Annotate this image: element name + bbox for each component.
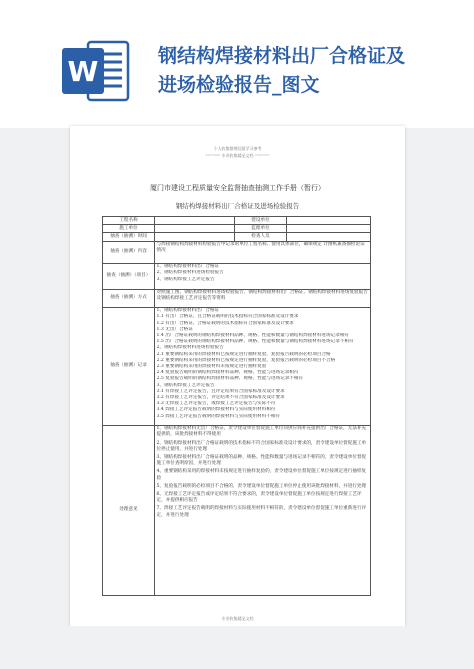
record-line: 2.5 复验报告载明的钢结构焊接材料品种、规格、性能与进场记录不相符 [156, 376, 304, 382]
watermark-top-line-1: 个人收集整理仅限学习参考 [213, 146, 262, 151]
handling-line: 3、钢结构焊接材料出厂合格证载明的品种、规格、性能和数量与进场记录不相符的，责令建设单位督促施工单位查明原因，并进行处理 [156, 454, 367, 467]
handling-line: 6、无焊接工艺评定报告或评定结果不符合要求的，责令建设单位督促施工单位按规定进行焊接工艺评定，并提供相应报告 [156, 491, 362, 504]
check-content-label: 抽查（抽测）内容 [103, 241, 155, 263]
record-line: 1.3 无出厂合格证 [156, 326, 193, 332]
word-document-icon [60, 38, 132, 104]
construction-unit-label: 建设单位 [235, 217, 287, 225]
record-line: 2.4 复验报告载明的钢结构焊接材料品种、规格、性能与进场记录相符 [156, 370, 299, 376]
record-line: 1.5 出厂合格证载明的钢结构焊接材料品种、规格、性能和数量与钢结构焊接材料进场记录不相符 [156, 339, 354, 345]
page-header [0, 0, 474, 128]
construction-unit-value [287, 217, 371, 225]
record-line: 3.2 有焊接工艺评定报告，评定结果不符合国家标准及设计要求 [156, 394, 285, 400]
watermark-bottom: 专业收集精品文档 [221, 616, 254, 621]
record-line: 1.2 有出厂合格证，合格证载明的技术指标符合国家标准及设计要求 [156, 320, 294, 326]
record-line: 3.4 焊接工艺评定报告载明的焊接材料与实际使用材料相符 [156, 407, 276, 413]
record-line: 3.1 有焊接工艺评定报告，且评定结果符合国家标准及设计要求 [156, 388, 285, 394]
check-time-label: 抽查（抽测）时间 [103, 233, 155, 241]
record-line: 1、钢结构焊接材料出厂合格证 [156, 308, 220, 314]
word-icon-letter: W [67, 55, 99, 88]
check-items-cell [155, 263, 371, 289]
check-time-value [155, 233, 235, 241]
check-item: 3、钢结构焊接工艺评定报告 [156, 276, 215, 282]
handling-line: 7、焊接工艺评定报告载明的焊接材料与实际使用材料不相符的，责令建设单位督促施工单位重新进行评定，并进行处理 [156, 506, 367, 518]
contractor-value [155, 225, 235, 233]
record-line: 1.1 有出厂合格证，且合格证载明的技术指标符合国家标准及设计要求 [156, 314, 299, 320]
supervisor-label: 监理单位 [235, 225, 287, 233]
handling-line: 1、钢结构焊接材料无出厂合格证，责令建设单位督促施工单位向供应商补充提供出厂合格证，无法补充提供的，该批焊接材料不得使用 [156, 426, 367, 438]
title-line-2: 进场检验报告_图文 [158, 74, 320, 96]
record-line: 2、钢结构焊接材料进场检验报告 [156, 345, 224, 351]
record-line: 1.4 出厂合格证载明的钢结构焊接材料品种、规格、性能和数量与钢结构焊接材料进场记录相符 [156, 332, 350, 338]
bottom-background [0, 626, 474, 669]
contractor-label: 施工单位 [103, 225, 155, 233]
record-line: 2.3 重要钢结构采用的焊接材料未按规定进行抽样复验 [156, 363, 267, 369]
manual-title: 厦门市建设工程质量安全监督抽查抽测工作手册（暂行） [150, 184, 325, 192]
watermark-top-line-2: """""""" 专业收集精品文档 """""""" [205, 153, 270, 158]
project-name-label: 工程名称 [103, 217, 155, 225]
document-preview [70, 126, 405, 626]
check-person-label: 检查人员 [235, 233, 287, 241]
inspection-form-table [102, 216, 371, 596]
record-line: 3.5 焊接工艺评定报告载明的焊接材料与实际使用材料不相符 [156, 413, 281, 419]
handling-cell [155, 425, 371, 595]
project-name-value [155, 217, 235, 225]
handling-line: 5、复验报告载明的必检项目不合格的，责令建设单位督促施工单位停止使用该批焊接材料，并进行处理 [156, 483, 367, 489]
record-label: 抽查（抽测）记录 [103, 307, 155, 425]
supervisor-value [287, 225, 371, 233]
title-line-1: 钢结构焊接材料出厂合格证及 [158, 45, 406, 67]
method-text: 对照施工图、钢结构焊接材料进场检验报告、钢结构焊接材料出厂合格证、钢结构焊接材料进场复验报告及钢结构焊接工艺评定报告等资料 [155, 289, 371, 307]
record-cell [155, 307, 371, 425]
check-content-text: 与焊接钢结构焊接材料检验报告中记录的单位工程名称、使用具体部位，确保规定 计图纸兼备抽检论证情况 [155, 241, 371, 263]
handling-label: 处理意见 [103, 425, 155, 595]
form-subtitle: 钢结构焊接材料出厂合格证及进场检验报告 [175, 202, 300, 210]
handling-line: 2、钢结构焊接材料出厂合格证载明的技术指标不符合国家标准及设计要求的，责令建设单位督促施工单位停止使用，并进行处理 [156, 440, 367, 452]
page-title [158, 42, 458, 100]
record-line: 2.2 重要钢结构采用的焊接材料已按规定进行抽样复验，复验报告载明的必检项目不合格 [156, 357, 336, 363]
record-line: 3、钢结构焊接工艺评定报告 [156, 382, 215, 388]
check-items-label: 抽查（抽测）（项目） [103, 263, 155, 289]
handling-line: 4、重要钢结构采用的焊接材料未按规定进行抽样复验的，责令建设单位督促施工单位按规定进行抽样复验 [156, 469, 367, 481]
check-item: 2、钢结构焊接材料进场检验报告 [156, 270, 224, 276]
check-person-value [287, 233, 371, 241]
check-item: 1、钢结构焊接材料出厂合格证 [156, 264, 220, 270]
method-label: 抽查（抽测）方式 [103, 289, 155, 307]
record-line: 2.1 重要钢结构采用的焊接材料已按规定进行抽样复验，复验报告载明的必检项目合格 [156, 351, 331, 357]
record-line: 3.3 无焊接工艺评定报告，或焊接工艺评定报告与实际不符 [156, 401, 276, 407]
